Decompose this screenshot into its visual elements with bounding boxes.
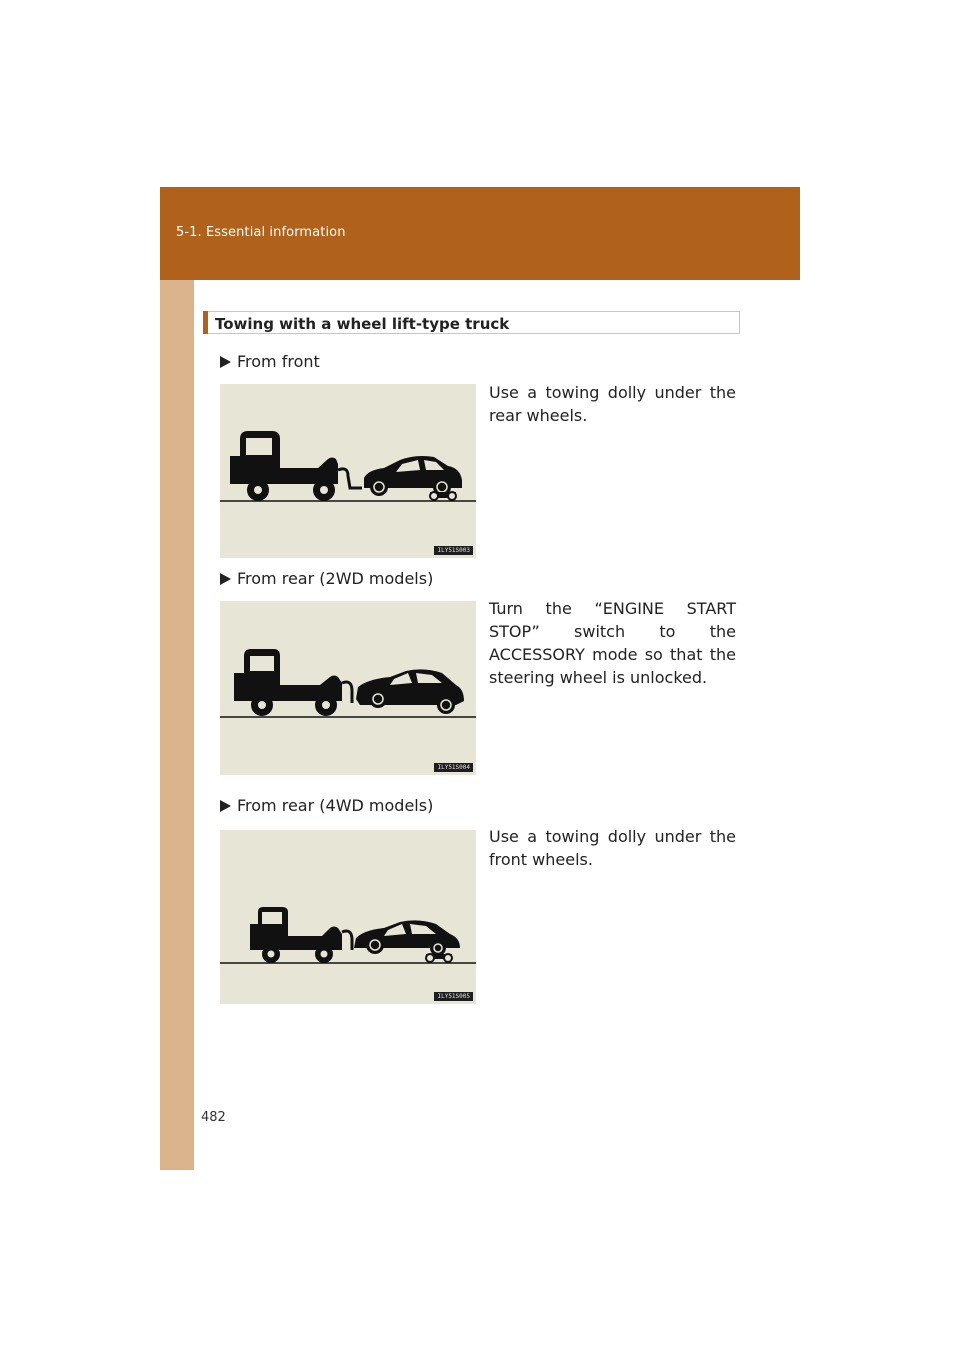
triangle-bullet-icon — [220, 356, 231, 368]
triangle-bullet-icon — [220, 800, 231, 812]
tow-truck-icon — [220, 830, 476, 1004]
chapter-section-label: 5-1. Essential information — [176, 225, 346, 240]
description-from-rear-2wd: Turn the “ENGINE START STOP” switch to the ACCESSORY mode so that the steering wheel is unlocked. — [489, 599, 736, 687]
subheading-from-front — [220, 352, 320, 371]
tow-truck-icon — [220, 601, 476, 775]
section-title-box — [203, 311, 740, 334]
figure-code: ILY51S003 — [434, 546, 473, 555]
tow-truck-icon — [220, 384, 476, 558]
figure-tow-rear-2wd — [220, 601, 476, 775]
figure-code: ILY51S004 — [434, 763, 473, 772]
triangle-bullet-icon — [220, 573, 231, 585]
car-icon — [356, 669, 464, 714]
subheading-text: From front — [237, 352, 320, 371]
section-title: Towing with a wheel lift-type truck — [215, 315, 510, 333]
subheading-text: From rear (4WD models) — [237, 796, 434, 815]
description-from-front: Use a towing dolly under the rear wheels. — [489, 383, 736, 425]
description-from-rear-4wd: Use a towing dolly under the front wheels. — [489, 827, 736, 869]
chapter-header — [160, 187, 800, 280]
figure-code: ILY51S005 — [434, 992, 473, 1001]
figure-tow-front — [220, 384, 476, 558]
section-title-accent — [203, 311, 208, 334]
car-icon — [364, 456, 462, 496]
page-number: 482 — [201, 1110, 226, 1125]
wheel-icon — [430, 492, 456, 500]
car-icon — [354, 920, 460, 956]
wheel-icon — [426, 954, 452, 962]
figure-tow-rear-4wd — [220, 830, 476, 1004]
subheading-from-rear-4wd — [220, 796, 433, 815]
subheading-text: From rear (2WD models) — [237, 569, 434, 588]
subheading-from-rear-2wd — [220, 569, 433, 588]
page-margin-band — [160, 280, 194, 1170]
